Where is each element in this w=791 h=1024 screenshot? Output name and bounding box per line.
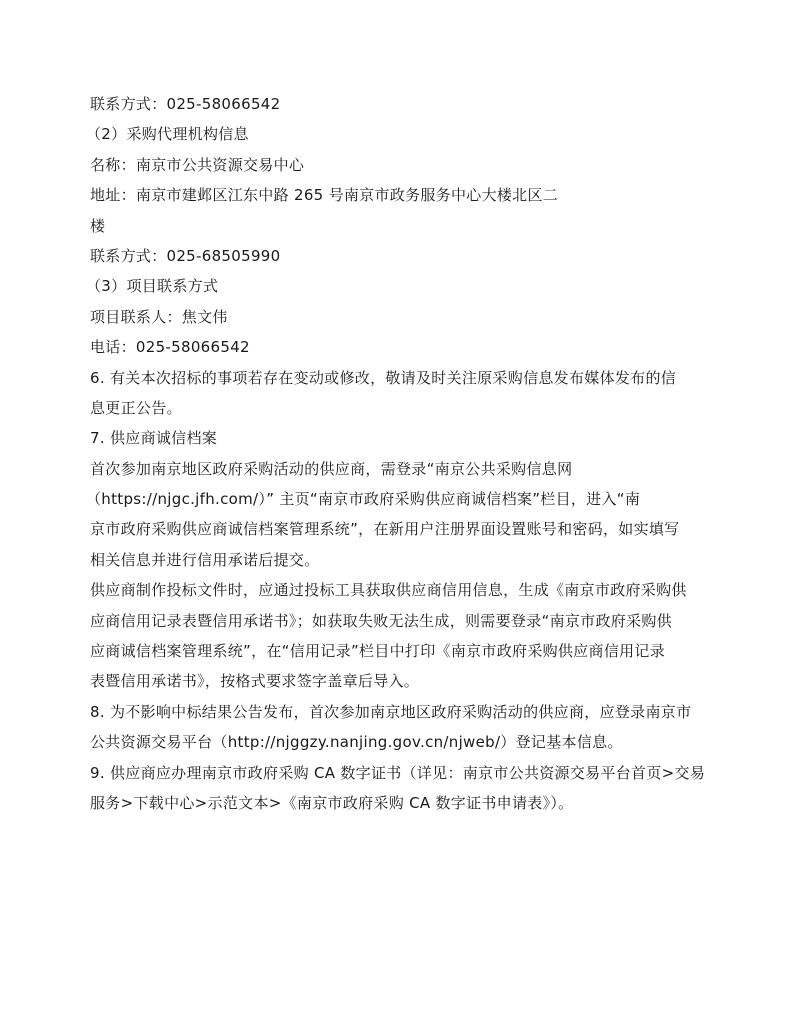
- project-phone-line: 电话：025-58066542: [90, 338, 250, 357]
- agency-address-line-cont: 楼: [90, 216, 106, 235]
- item-8-line1: 8. 为不影响中标结果公告发布，首次参加南京地区政府采购活动的供应商，应登录南京市: [90, 702, 692, 721]
- document-page: [86, 89, 730, 818]
- item-6-line: 6. 有关本次招标的事项若存在变动或修改，敬请及时关注原采购信息发布媒体发布的信: [90, 368, 677, 387]
- purchaser-contact-line: 联系方式：025-58066542: [90, 95, 281, 113]
- agency-name-line: 名称：南京市公共资源交易中心: [90, 155, 305, 174]
- item-6-line-cont: 息更正公告。: [90, 398, 182, 417]
- item-7-para1-line2: （https://njgc.jfh.com/）” 主页“南京市政府采购供应商诚信档案”栏目，进入“南: [86, 490, 641, 509]
- agency-contact-line: 联系方式：025-68505990: [90, 246, 281, 265]
- project-contact-person-line: 项目联系人：焦文伟: [90, 307, 228, 326]
- item-7-para1-line1: 首次参加南京地区政府采购活动的供应商，需登录“南京公共采购信息网: [90, 459, 573, 478]
- item-7-para1-line3: 京市政府采购供应商诚信档案管理系统”，在新用户注册界面设置账号和密码，如实填写: [90, 520, 680, 539]
- item-7-para2-line3: 应商诚信档案管理系统”，在“信用记录”栏目中打印《南京市政府采购供应商信用记录: [90, 642, 666, 661]
- project-contact-heading: （3）项目联系方式: [86, 277, 219, 296]
- item-9-line2: 服务>下载中心>示范文本>《南京市政府采购 CA 数字证书申请表》）。: [90, 793, 574, 812]
- item-7-para2-line2: 应商信用记录表暨信用承诺书》；如获取失败无法生成，则需要登录“南京市政府采购供: [90, 611, 672, 630]
- item-7-heading: 7. 供应商诚信档案: [90, 429, 218, 448]
- item-8-line2: 公共资源交易平台（http://njggzy.nanjing.gov.cn/njweb/）登记基本信息。: [90, 733, 623, 752]
- agency-info-heading: （2）采购代理机构信息: [86, 125, 249, 144]
- item-7-para1-line4: 相关信息并进行信用承诺后提交。: [90, 550, 320, 569]
- item-7-para2-line4: 表暨信用承诺书》，按格式要求签字盖章后导入。: [90, 672, 420, 691]
- item-7-para2-line1: 供应商制作投标文件时，应通过投标工具获取供应商信用信息，生成《南京市政府采购供: [90, 581, 687, 600]
- item-9-line1: 9. 供应商应办理南京市政府采购 CA 数字证书（详见：南京市公共资源交易平台首页>交易: [90, 763, 706, 782]
- agency-address-line: 地址：南京市建邺区江东中路 265 号南京市政务服务中心大楼北区二: [90, 186, 559, 205]
